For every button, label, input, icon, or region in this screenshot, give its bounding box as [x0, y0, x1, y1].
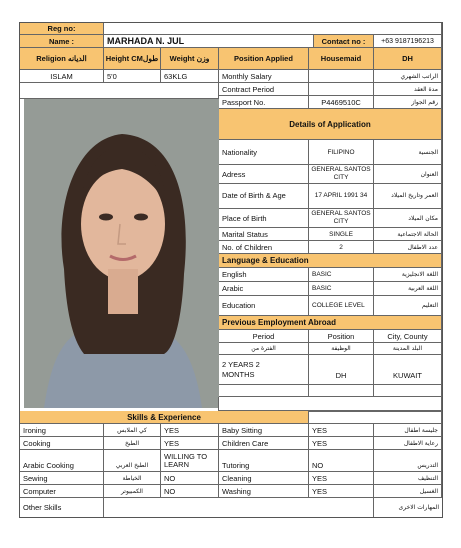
tutoring-ar: التدريس	[374, 450, 442, 472]
employment-row-period: 2 YEARS 2 MONTHS	[219, 355, 309, 385]
reg-no-value	[104, 23, 442, 35]
monthly-salary-ar: الراتب الشهري	[374, 70, 442, 83]
monthly-salary-value	[309, 70, 374, 83]
cleaning-label: Cleaning	[219, 472, 309, 485]
name-value: MARHADA N. JUL	[104, 35, 314, 48]
arabic-label: Arabic	[219, 282, 309, 296]
contact-label: Contact no :	[314, 35, 374, 48]
ironing-value: YES	[161, 424, 219, 437]
passport-label: Passport No.	[219, 96, 309, 109]
skills-title: Skills & Experience	[20, 411, 309, 424]
dob-value: 17 APRIL 1991 34	[309, 184, 374, 209]
computer-ar: الكمبيوتر	[104, 485, 161, 498]
nationality-value: FILIPINO	[309, 140, 374, 165]
weight-value: 63KLG	[161, 70, 219, 83]
photo-bottom-spacer	[20, 397, 219, 411]
employment-position-ar: الوظيفة	[309, 343, 374, 355]
employment-row-position: DH	[309, 355, 374, 385]
computer-value: NO	[161, 485, 219, 498]
children-value: 2	[309, 241, 374, 254]
ironing-ar: كي الملابس	[104, 424, 161, 437]
details-title: Details of Application	[219, 109, 442, 140]
sewing-ar: الخياطة	[104, 472, 161, 485]
cooking-value: YES	[161, 437, 219, 450]
skills-title-spacer	[309, 411, 442, 424]
cooking-label: Cooking	[20, 437, 104, 450]
ironing-label: Ironing	[20, 424, 104, 437]
employment-period-header: Period	[219, 330, 309, 343]
employment-empty-position	[309, 385, 374, 397]
other-skills-label: Other Skills	[20, 498, 104, 517]
weight-header: Weight وزن	[161, 48, 219, 70]
height-value: 5'0	[104, 70, 161, 83]
employment-row-city: KUWAIT	[374, 355, 442, 385]
nationality-ar: الجنسية	[374, 140, 442, 165]
religion-header: Religion الديانه	[20, 48, 104, 70]
employment-period-ar: الفترة من	[219, 343, 309, 355]
washing-value: YES	[309, 485, 374, 498]
arabic-ar: اللغة العربية	[374, 282, 442, 296]
cleaning-value: YES	[309, 472, 374, 485]
sewing-value: NO	[161, 472, 219, 485]
place-of-birth-ar: مكان الميلاد	[374, 209, 442, 228]
contract-period-ar: مدة العقد	[374, 83, 442, 96]
application-form	[19, 22, 443, 518]
sewing-label: Sewing	[20, 472, 104, 485]
address-value: GENERAL SANTOS CITY	[309, 165, 374, 184]
position-code: DH	[374, 48, 442, 70]
english-label: English	[219, 268, 309, 282]
arabic-cooking-label: Arabic Cooking	[20, 450, 104, 472]
applicant-photo	[24, 99, 219, 408]
baby-sitting-value: YES	[309, 424, 374, 437]
children-care-ar: رعاية الاطفال	[374, 437, 442, 450]
portrait-illustration	[24, 99, 219, 408]
photo-top-spacer	[20, 83, 219, 99]
dob-ar: العمر وتاريخ الميلاد	[374, 184, 442, 209]
children-care-label: Children Care	[219, 437, 309, 450]
washing-label: Washing	[219, 485, 309, 498]
dob-label: Date of Birth & Age	[219, 184, 309, 209]
tutoring-value: NO	[309, 450, 374, 472]
employment-spacer	[219, 397, 442, 411]
education-ar: التعليم	[374, 296, 442, 316]
employment-empty-period	[219, 385, 309, 397]
baby-sitting-label: Baby Sitting	[219, 424, 309, 437]
education-value: COLLEGE LEVEL	[309, 296, 374, 316]
arabic-cooking-value: WILLING TO LEARN	[161, 450, 219, 472]
children-label: No. of Children	[219, 241, 309, 254]
employment-position-header: Position	[309, 330, 374, 343]
marital-status-value: SINGLE	[309, 228, 374, 241]
english-value: BASIC	[309, 268, 374, 282]
cooking-ar: الطبخ	[104, 437, 161, 450]
education-label: Education	[219, 296, 309, 316]
language-title: Language & Education	[219, 254, 442, 268]
place-of-birth-value: GENERAL SANTOS CITY	[309, 209, 374, 228]
passport-ar: رقم الجواز	[374, 96, 442, 109]
marital-status-label: Marital Status	[219, 228, 309, 241]
contract-period-value	[309, 83, 374, 96]
position-applied-header: Position Applied	[219, 48, 309, 70]
english-ar: اللغة الانجليزية	[374, 268, 442, 282]
computer-label: Computer	[20, 485, 104, 498]
other-skills-ar: المهارات الاخرى	[398, 504, 439, 511]
baby-sitting-ar: جليسة اطفال	[374, 424, 442, 437]
address-label: Adress	[219, 165, 309, 184]
employment-city-ar: البلد المدينة	[374, 343, 442, 355]
tutoring-label: Tutoring	[219, 450, 309, 472]
washing-ar: الغسيل	[374, 485, 442, 498]
other-skills-value	[104, 498, 374, 517]
arabic-value: BASIC	[309, 282, 374, 296]
cleaning-ar: التنظيف	[374, 472, 442, 485]
children-care-value: YES	[309, 437, 374, 450]
name-label: Name :	[20, 35, 104, 48]
address-ar: العنوان	[374, 165, 442, 184]
position-value: Housemaid	[309, 48, 374, 70]
contract-period-label: Contract Period	[219, 83, 309, 96]
monthly-salary-label: Monthly Salary	[219, 70, 309, 83]
employment-city-header: City, County	[374, 330, 442, 343]
contact-value: +63 9187196213	[374, 35, 442, 48]
reg-no-label: Reg no:	[20, 23, 104, 35]
religion-value: ISLAM	[20, 70, 104, 83]
height-header: Height CMطول	[104, 48, 161, 70]
passport-value: P4469510C	[309, 96, 374, 109]
place-of-birth-label: Place of Birth	[219, 209, 309, 228]
children-ar: عدد الاطفال	[374, 241, 442, 254]
employment-empty-city	[374, 385, 442, 397]
marital-status-ar: الحالة الاجتماعية	[374, 228, 442, 241]
arabic-cooking-ar: الطبخ العربي	[104, 450, 161, 472]
nationality-label: Nationality	[219, 140, 309, 165]
employment-title: Previous Employment Abroad	[219, 316, 442, 330]
